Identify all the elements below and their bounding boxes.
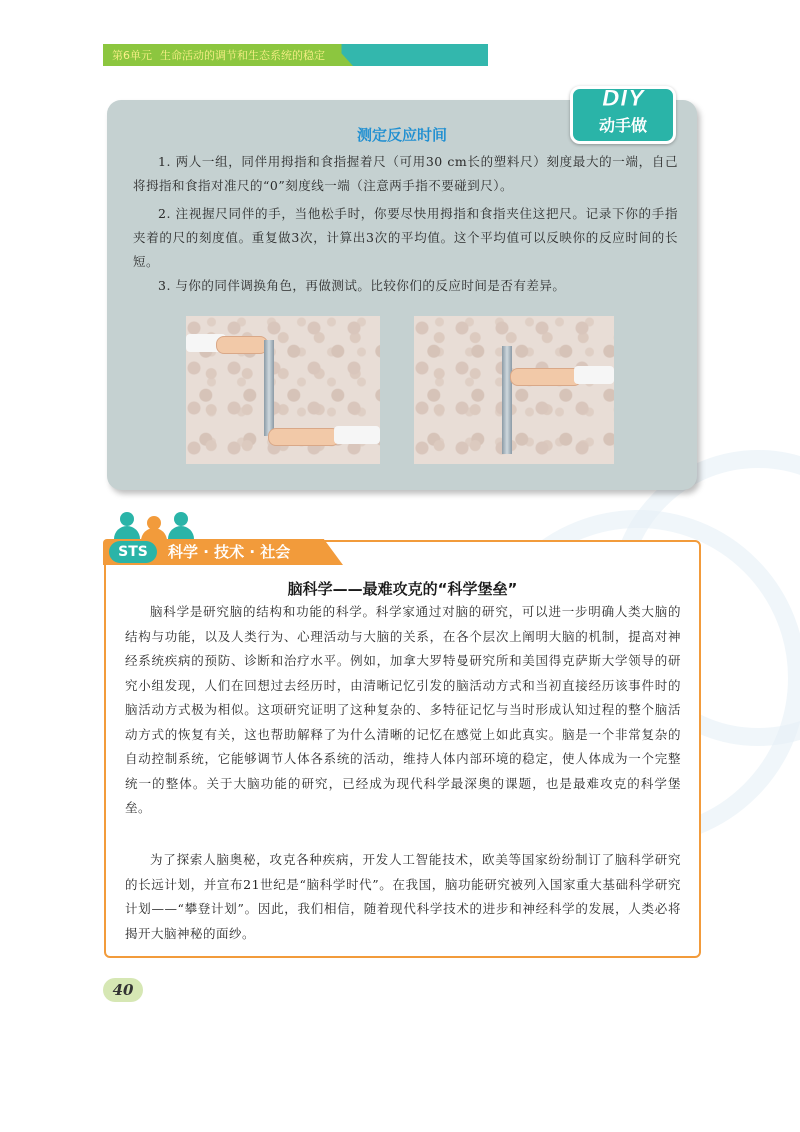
sts-paragraph-1: 脑科学是研究脑的结构和功能的科学。科学家通过对脑的研究，可以进一步明确人类大脑的结构与功能，以及人类行为、心理活动与大脑的关系，在各个层次上阐明大脑的机制，提高对神经系统疾病的预防、诊断和治疗水平。例如，加拿大罗特曼研究所和美国得克萨斯大学领导的研究小组发现，人们在回想过去经历时，由清晰记忆引发的脑活动方式和当初直接经历该事件时的脑活动方式极为相似。这项研究证明了这种复杂的、多特征记忆与当时形成认知过程的整个脑活动方式的恢复有关，这也帮助解释了为什么清晰的记忆在感觉上如此真实。脑是一个非常复杂的自动控制系统，它能够调节人体各系统的活动，维持人体内部环境的稳定，使人体成为一个完整统一的整体。关于大脑功能的研究，已经成为现代科学最深奥的课题，也是最难攻克的科学堡垒。: [125, 604, 681, 815]
photo-sleeve: [574, 366, 614, 384]
sts-heading: 科学 · 技术 · 社会: [168, 543, 291, 561]
photo-arm-top: [216, 336, 268, 354]
diy-title: 测定反应时间: [356, 126, 447, 144]
photo-sleeve: [334, 426, 380, 444]
photo-arm-catch: [510, 368, 582, 386]
unit-label: 第6单元: [112, 49, 152, 62]
sts-label: STS: [109, 541, 157, 563]
page-number: 40: [103, 978, 143, 1002]
diy-step-1: 1. 两人一组，同伴用拇指和食指握着尺（可用30 cm长的塑料尺）刻度最大的一端，自己将拇指和食指对准尺的“0”刻度线一端（注意两手指不要碰到尺）。: [133, 154, 678, 193]
sts-paragraph-2: 为了探索人脑奥秘，攻克各种疾病，开发人工智能技术，欧美等国家纷纷制订了脑科学研究的长远计划，并宣布21世纪是“脑科学时代”。在我国，脑功能研究被列入国家重大基础科学研究计划——“攀登计划”。因此，我们相信，随着现代科学技术的进步和神经科学的发展，人类必将揭开大脑神秘的面纱。: [125, 852, 681, 941]
diy-step-3: 3. 与你的同伴调换角色，再做测试。比较你们的反应时间是否有差异。: [158, 278, 566, 293]
people-icon: [112, 510, 192, 540]
diy-step-2: 2. 注视握尺同伴的手，当他松手时，你要尽快用拇指和食指夹住这把尺。记录下你的手指夹着的尺的刻度值。重复做3次，计算出3次的平均值。这个平均值可以反映你的反应时间的长短。: [133, 206, 678, 269]
running-header: [112, 47, 333, 63]
photo-ruler: [264, 340, 274, 436]
unit-title: 生命活动的调节和生态系统的稳定: [160, 49, 325, 62]
diy-badge-bottom: 动手做: [598, 116, 647, 135]
photo-ruler-caught: [414, 316, 614, 464]
photo-arm-bottom: [268, 428, 340, 446]
photo-ruler: [502, 346, 512, 454]
diy-badge-top: DIY: [601, 87, 645, 112]
photo-ruler-drop-ready: [186, 316, 380, 464]
sts-article-title: 脑科学——最难攻克的“科学堡垒”: [287, 580, 518, 598]
